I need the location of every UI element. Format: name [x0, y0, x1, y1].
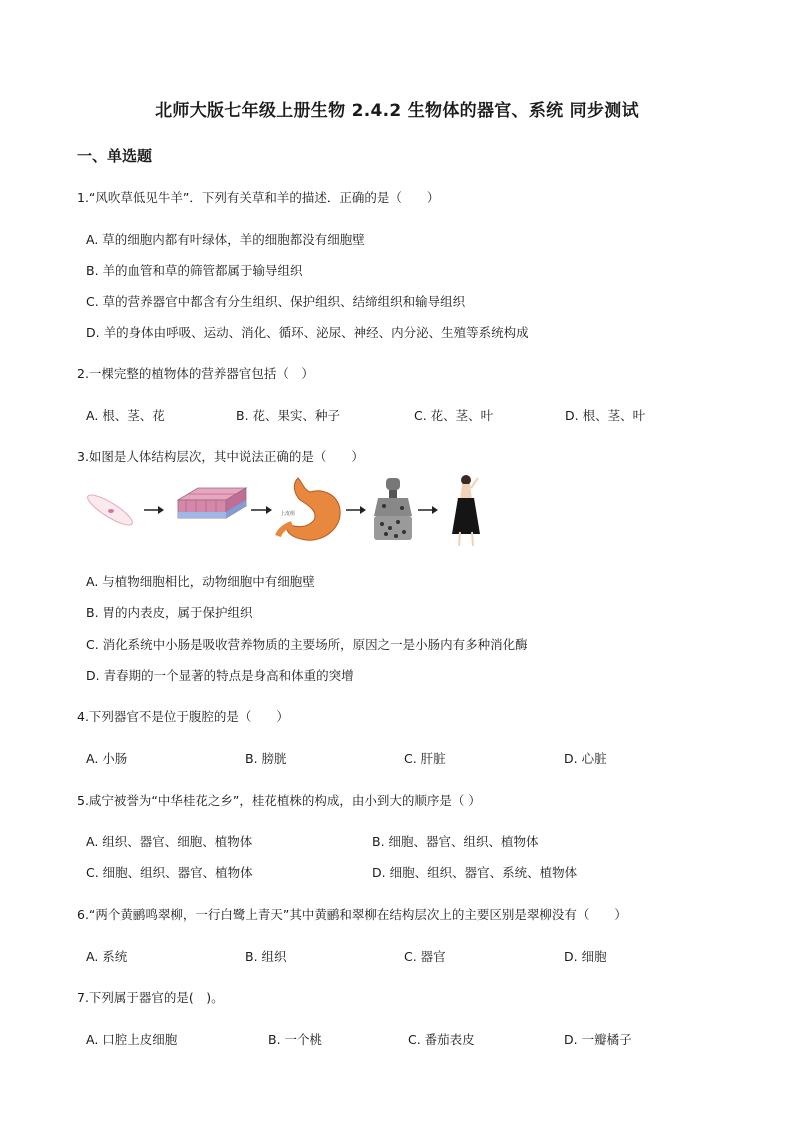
question-6-option-d[interactable]: D. 细胞: [564, 949, 607, 964]
question-6-stem: 6.“两个黄鹂鸣翠柳，一行白鹭上青天”其中黄鹂和翠柳在结构层次上的主要区别是翠柳没有（ ）: [77, 907, 627, 922]
question-7-option-b[interactable]: B. 一个桃: [268, 1032, 323, 1047]
arrow-icon: [346, 506, 366, 514]
question-7-stem: 7.下列属于器官的是( )。: [77, 990, 224, 1005]
question-3-option-c[interactable]: C. 消化系统中小肠是吸收营养物质的主要场所，原因之一是小肠内有多种消化酶: [86, 637, 528, 652]
question-1-stem: 1.“风吹草低见牛羊”．下列有关草和羊的描述．正确的是（ ）: [77, 190, 440, 205]
question-5-option-c[interactable]: C. 细胞、组织、器官、植物体: [86, 865, 253, 880]
question-4-option-b[interactable]: B. 膀胱: [245, 751, 287, 766]
question-1-option-c[interactable]: C. 草的营养器官中都含有分生组织、保护组织、结缔组织和输导组织: [86, 294, 466, 309]
question-5-option-b[interactable]: B. 细胞、器官、组织、植物体: [372, 834, 539, 849]
question-2-option-b[interactable]: B. 花、果实、种子: [236, 408, 341, 423]
stomach-image: [278, 478, 340, 540]
question-5-option-d[interactable]: D. 细胞、组织、器官、系统、植物体: [372, 865, 578, 880]
question-1-option-b[interactable]: B. 羊的血管和草的筛管都属于输导组织: [86, 263, 303, 278]
question-7-option-a[interactable]: A. 口腔上皮细胞: [86, 1032, 178, 1047]
question-6-option-b[interactable]: B. 组织: [245, 949, 287, 964]
section-heading: 一、单选题: [77, 147, 153, 165]
question-6-option-a[interactable]: A. 系统: [86, 949, 128, 964]
question-4-option-a[interactable]: A. 小肠: [86, 751, 128, 766]
body-structure-figure: [86, 470, 496, 550]
question-5-stem: 5.咸宁被誉为“中华桂花之乡”，桂花植株的构成，由小到大的顺序是（ ）: [77, 793, 481, 808]
question-7-option-c[interactable]: C. 番茄表皮: [408, 1032, 475, 1047]
tissue-label: 上皮组: [280, 511, 296, 517]
human-figure-image: [452, 475, 480, 546]
question-6-option-c[interactable]: C. 器官: [404, 949, 446, 964]
question-5-option-a[interactable]: A. 组织、器官、细胞、植物体: [86, 834, 253, 849]
question-7-option-d[interactable]: D. 一瓣橘子: [564, 1032, 632, 1047]
question-3-option-d[interactable]: D. 青春期的一个显著的特点是身高和体重的突增: [86, 668, 354, 683]
question-1-option-a[interactable]: A. 草的细胞内都有叶绿体，羊的细胞都没有细胞壁: [86, 232, 365, 247]
question-2-option-d[interactable]: D. 根、茎、叶: [565, 408, 646, 423]
question-2-stem: 2.一棵完整的植物体的营养器官包括（ ）: [77, 366, 314, 381]
question-4-option-d[interactable]: D. 心脏: [564, 751, 607, 766]
question-3-stem: 3.如图是人体结构层次，其中说法正确的是（ ）: [77, 449, 364, 464]
question-1-option-d[interactable]: D. 羊的身体由呼吸、运动、消化、循环、泌尿、神经、内分泌、生殖等系统构成: [86, 325, 529, 340]
question-3-option-a[interactable]: A. 与植物细胞相比，动物细胞中有细胞壁: [86, 574, 315, 589]
arrow-icon: [418, 506, 438, 514]
question-4-stem: 4.下列器官不是位于腹腔的是（ ）: [77, 709, 289, 724]
arrow-icon: [144, 506, 164, 514]
question-2-option-c[interactable]: C. 花、茎、叶: [414, 408, 494, 423]
arrow-icon: [251, 506, 272, 514]
question-3-option-b[interactable]: B. 胃的内表皮，属于保护组织: [86, 605, 253, 620]
digestive-system-image: [374, 478, 412, 540]
question-4-option-c[interactable]: C. 肝脏: [404, 751, 446, 766]
question-2-option-a[interactable]: A. 根、茎、花: [86, 408, 165, 423]
page-title: 北师大版七年级上册生物 2.4.2 生物体的器官、系统 同步测试: [155, 101, 639, 121]
cell-image: [86, 490, 136, 529]
tissue-image: [178, 488, 246, 518]
